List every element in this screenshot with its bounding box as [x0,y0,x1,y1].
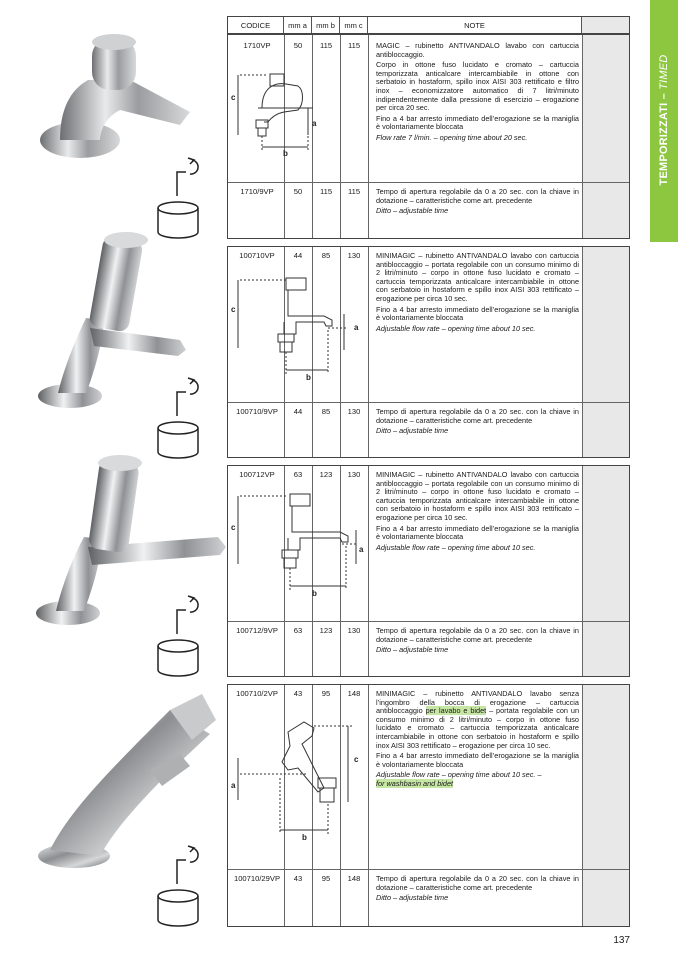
dim-a: 44 [293,407,303,416]
dim-label-b: b [306,373,311,382]
dim-c: 130 [347,407,361,416]
dim-a: 44 [293,251,303,260]
highlight: for washbasin and bidet [376,778,454,788]
dim-label-b: b [312,589,317,598]
dim-b: 95 [321,689,331,698]
dimension-diagram [228,718,370,843]
header-codice: CODICE [228,17,284,33]
dim-a: 43 [293,689,303,698]
highlight: per lavabo e bidet [425,706,487,716]
dim-label-a: a [354,323,359,332]
dim-b: 115 [319,187,333,196]
dim-label-c: c [231,523,236,532]
dim-c: 130 [347,470,361,479]
install-icon [150,372,210,460]
product-note: Tempo di apertura regolabile da 0 a 20 sec. con la chiave in dotazione – caratteristiche come art. precedente Ditto – adjustable time [376,626,579,655]
dim-label-a: a [359,545,364,554]
dim-c: 115 [347,41,361,50]
product-code: 1710/9VP [240,187,274,196]
product-note: Tempo di apertura regolabile da 0 a 20 sec. con la chiave in dotazione – caratteristiche come art. precedente Ditto – adjustable time [376,407,579,436]
product-note: Tempo di apertura regolabile da 0 a 20 sec. con la chiave in dotazione – caratteristiche come art. precedente Ditto – adjustable time [376,874,579,903]
dim-c: 130 [347,251,361,260]
dim-label-a: a [312,119,317,128]
dim-a: 43 [293,874,303,883]
dim-a: 50 [293,187,303,196]
dim-label-a: a [231,781,236,790]
product-code: 100712VP [239,470,275,479]
category-tab-label: TEMPORIZZATI – TIMED [658,54,670,186]
install-icon [150,840,210,928]
product-note: Tempo di apertura regolabile da 0 a 20 sec. con la chiave in dotazione – caratteristiche come art. precedente Ditto – adjustable time [376,187,579,216]
dim-a: 63 [293,470,303,479]
product-code: 100710VP [239,251,275,260]
dim-c: 148 [347,874,361,883]
header-mm-c: mm c [340,17,368,33]
header-mm-a: mm a [284,17,312,33]
dimension-diagram [228,488,368,598]
dimension-diagram [228,60,368,160]
header-note: NOTE [368,17,582,33]
product-code: 100710/9VP [236,407,278,416]
table-header [227,16,630,34]
dim-b: 95 [321,874,331,883]
dim-c: 130 [347,626,361,635]
dim-b: 115 [319,41,333,50]
dim-b: 85 [321,251,331,260]
faucet-photo [30,30,200,170]
dim-label-c: c [354,755,359,764]
product-note: MAGIC – rubinetto ANTIVANDALO lavabo con cartuccia antibloccaggio. Corpo in ottone fuso lucidato e cromato – cartuccia temporizzata anticalcare intercambiabile in ottone con serbatoio in hostaform, spillo inox AISI 303 rettificato e filtro inox – economizzatore automatico di 7 litri/minuto indipendentemente dalla pressione di esercizio – erogazione per circa 20 sec. Fino a 4 bar arresto immediato dell’erogazione se la maniglia è volontariamente bloccata Flow rate 7 l/min. – opening time about 20 sec. [376,41,579,142]
product-code: 100710/29VP [233,874,281,883]
dim-label-c: c [231,305,236,314]
dimension-diagram [228,272,368,382]
install-icon [150,152,210,240]
product-note: MINIMAGIC – rubinetto ANTIVANDALO lavabo senza l’ingombro della bocca di erogazione – cartuccia antibloccaggio per lavabo e bidet – portata regolabile con un consumo minimo di 2 litri/minuto – corpo in ottone fuso lucidato e cromato – cartuccia temporizzata anticalcare intercambiabile in ottone con serbatoio in hostaform e spillo inox AISI 303 rettificato – erogazione per circa 10 sec. Fino a 4 bar arresto immediato dell’erogazione se la maniglia è volontariamente bloccata Adjustable flow rate – opening time about 10 sec. – for washbasin and bidet [376,689,580,788]
header-mm-b: mm b [312,17,340,33]
install-icon [150,590,210,678]
dim-label-b: b [283,149,288,158]
dim-c: 148 [347,689,361,698]
product-code: 100712/9VP [236,626,278,635]
page-number: 137 [613,935,630,946]
dim-label-c: c [231,93,236,102]
dim-label-b: b [302,833,307,842]
product-code: 100710/2VP [236,689,278,698]
dim-a: 50 [293,41,303,50]
product-code: 1710VP [243,41,271,50]
dim-c: 115 [347,187,361,196]
dim-a: 63 [293,626,303,635]
dim-b: 123 [319,626,333,635]
product-note: MINIMAGIC – rubinetto ANTIVANDALO lavabo con cartuccia antibloccaggio – portata regolabile con un consumo minimo di 2 litri/minuto – corpo in ottone fuso lucidato e cromato – cartuccia temporizzata anticalcare intercambiabile in ottone con serbatoio in hostaform e spillo inox AISI 303 rettificato – erogazione per circa 10 sec. Fino a 4 bar arresto immediato dell’erogazione se la maniglia è volontariamente bloccata Adjustable flow rate – opening time about 10 sec. [376,251,579,333]
product-note: MINIMAGIC – rubinetto ANTIVANDALO lavabo con cartuccia antibloccaggio – portata regolabile con un consumo minimo di 2 litri/minuto – corpo in ottone fuso lucidato e cromato – cartuccia temporizzata anticalcare intercambiabile in ottone con serbatoio in hostaform e spillo inox AISI 303 rettificato – erogazione per circa 10 sec. Fino a 4 bar arresto immediato dell’erogazione se la maniglia è volontariamente bloccata Adjustable flow rate – opening time about 10 sec. [376,470,579,552]
dim-b: 85 [321,407,331,416]
dim-b: 123 [319,470,333,479]
